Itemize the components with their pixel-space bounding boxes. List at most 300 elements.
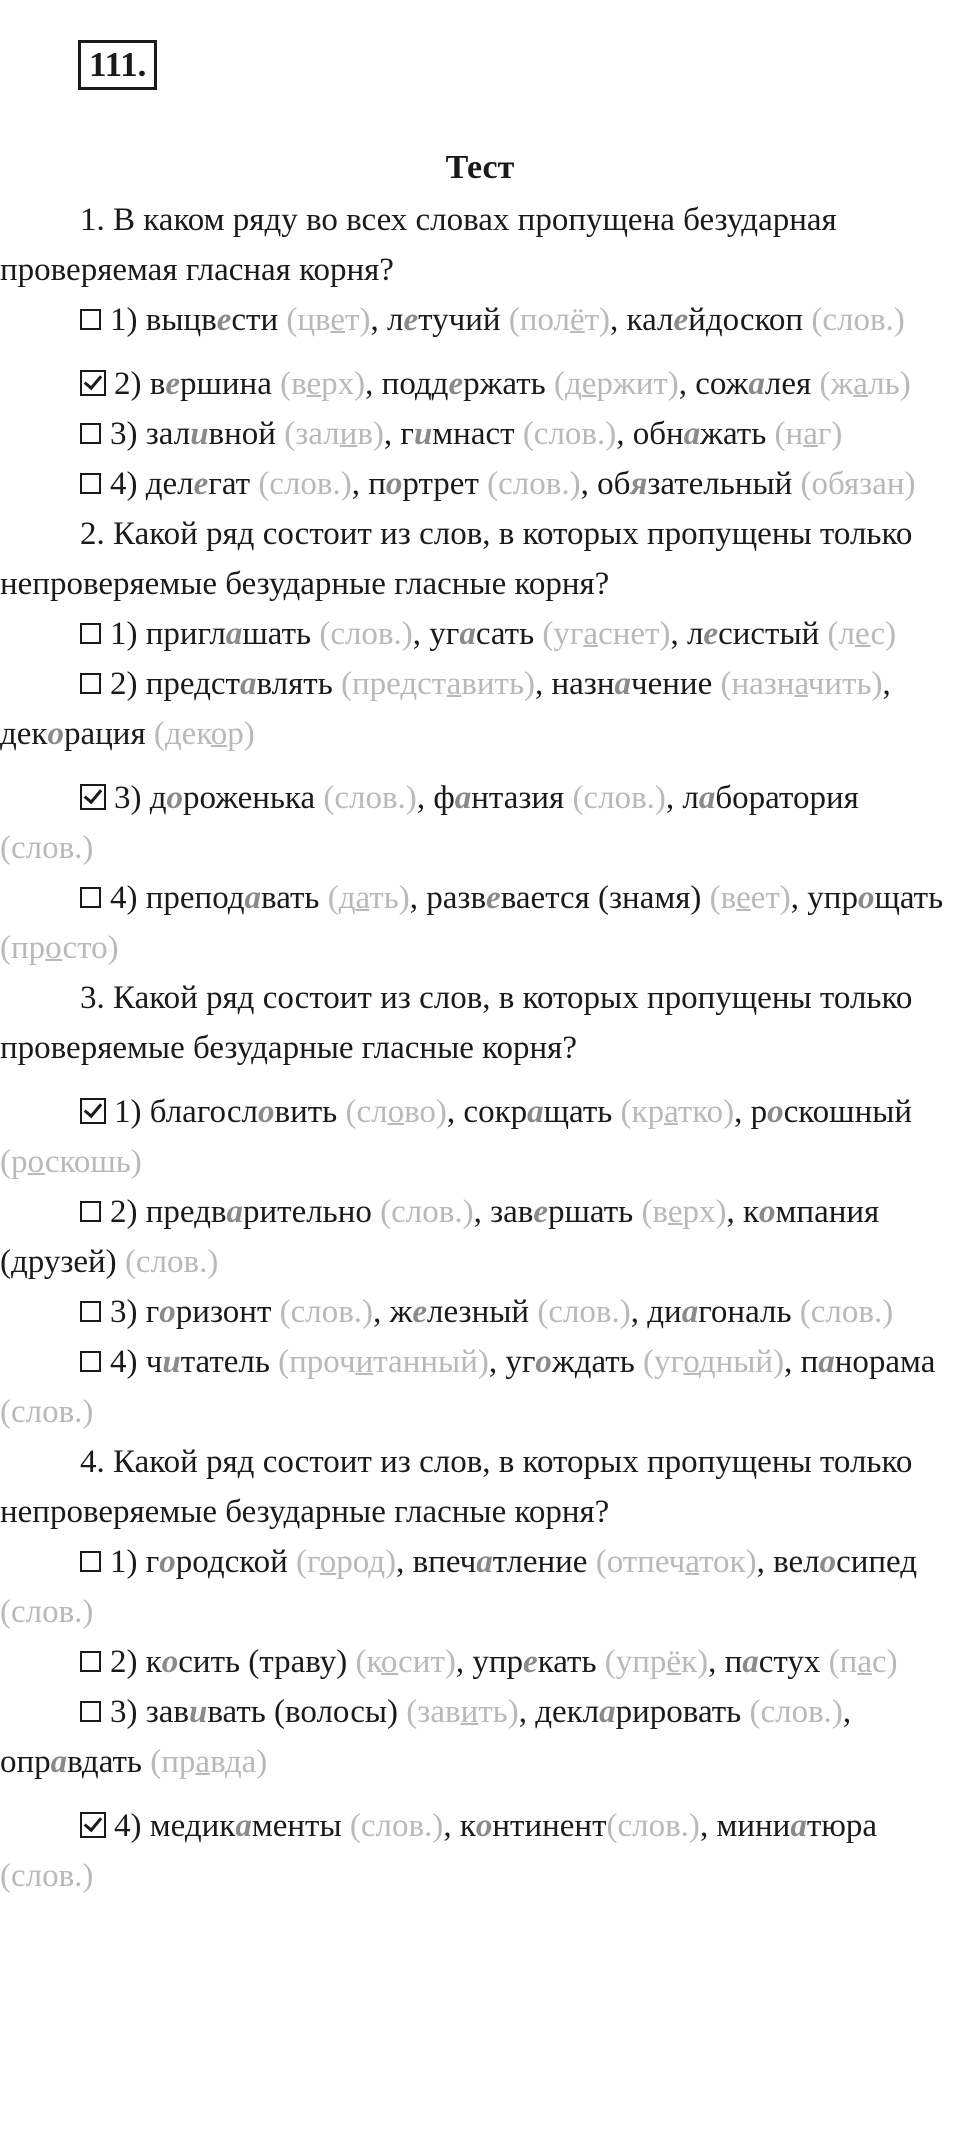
option-2-2 bbox=[0, 659, 960, 759]
check-hint: (слов.) bbox=[522, 416, 617, 452]
inserted-vowel: е bbox=[216, 302, 232, 338]
option-text: зательный bbox=[647, 466, 801, 502]
check-hint: (д bbox=[327, 880, 356, 916]
check-hint: скошь) bbox=[44, 1144, 142, 1180]
inserted-vowel: о bbox=[161, 1644, 179, 1680]
check-hint: (упр bbox=[604, 1644, 667, 1680]
check-hint: сто) bbox=[62, 930, 119, 966]
option-text: роженька bbox=[183, 780, 324, 816]
inserted-vowel: а bbox=[742, 1644, 759, 1680]
check-hint: (слов.) bbox=[606, 1808, 700, 1844]
check-hint-stressed-vowel bbox=[211, 716, 228, 752]
option-text: 3) д bbox=[114, 780, 167, 816]
option-text: 1) благосл bbox=[114, 1094, 258, 1130]
check-hint: (слов.) bbox=[799, 1294, 894, 1330]
option-text: стух bbox=[758, 1644, 829, 1680]
check-hint: (н bbox=[774, 416, 804, 452]
stressed-vowel: а bbox=[355, 880, 370, 916]
stressed-vowel: а bbox=[583, 616, 599, 652]
check-hint: к) bbox=[681, 1644, 709, 1680]
option-text: , мини bbox=[699, 1808, 791, 1844]
option-text: гональ bbox=[698, 1294, 800, 1330]
option-text: норама bbox=[834, 1344, 936, 1380]
check-hint: (проч bbox=[278, 1344, 356, 1380]
stressed-vowel: е bbox=[330, 302, 346, 338]
check-hint: дный) bbox=[698, 1344, 785, 1380]
check-hint: (слов.) bbox=[279, 1294, 374, 1330]
check-hint: (пол bbox=[508, 302, 570, 338]
inserted-vowel: я bbox=[630, 466, 648, 502]
check-hint-stressed-vowel bbox=[736, 880, 751, 916]
inserted-vowel: о bbox=[475, 1808, 493, 1844]
inserted-vowel: а bbox=[527, 1094, 544, 1130]
inserted-vowel: о bbox=[159, 1544, 176, 1580]
option-4-2 bbox=[0, 1637, 960, 1687]
option-text: , л bbox=[670, 616, 704, 652]
option-text: 1) пригл bbox=[110, 616, 226, 652]
stressed-vowel: е bbox=[306, 366, 322, 402]
check-hint: (предст bbox=[341, 666, 447, 702]
option-text: 2) к bbox=[110, 1644, 162, 1680]
inserted-vowel: и bbox=[413, 416, 433, 452]
option-text: мпания (друзей) bbox=[0, 1194, 880, 1280]
inserted-vowel: а bbox=[226, 1194, 243, 1230]
stressed-vowel: ё bbox=[666, 1644, 682, 1680]
check-hint-stressed-vowel bbox=[583, 616, 598, 652]
option-3-3 bbox=[0, 1287, 960, 1337]
option-text: вдать bbox=[67, 1744, 151, 1780]
check-hint: (п bbox=[828, 1644, 858, 1680]
stressed-vowel: о bbox=[387, 1094, 405, 1130]
check-hint-stressed-vowel bbox=[794, 666, 807, 702]
stressed-vowel: о bbox=[319, 1544, 337, 1580]
option-text: тучий bbox=[418, 302, 509, 338]
inserted-vowel: а bbox=[244, 880, 262, 916]
check-hint: (дек bbox=[153, 716, 211, 752]
check-hint: (отпеч bbox=[595, 1544, 686, 1580]
option-text: нтинент bbox=[492, 1808, 607, 1844]
empty-box-icon bbox=[80, 887, 101, 908]
check-hint: (слов.) bbox=[537, 1294, 631, 1330]
inserted-vowel: е bbox=[448, 366, 464, 402]
option-text: , обн bbox=[616, 416, 684, 452]
inserted-vowel: а bbox=[614, 666, 631, 702]
check-hint-stressed-vowel bbox=[356, 1344, 374, 1380]
option-1-4 bbox=[0, 459, 960, 509]
option-text: , впеч bbox=[396, 1544, 477, 1580]
option-text: щать bbox=[874, 880, 944, 916]
option-text: , вел bbox=[756, 1544, 820, 1580]
option-text: , кал bbox=[610, 302, 674, 338]
empty-box-icon bbox=[80, 1201, 101, 1222]
option-text: 4) препод bbox=[110, 880, 245, 916]
stressed-vowel: а bbox=[195, 1744, 211, 1780]
check-hint: (ж bbox=[819, 366, 854, 402]
check-hint-stressed-vowel bbox=[668, 1194, 683, 1230]
option-text: тюра bbox=[806, 1808, 878, 1844]
check-hint: (слов.) bbox=[749, 1694, 843, 1730]
check-hint-stressed-vowel bbox=[340, 416, 358, 452]
option-text: , г bbox=[383, 416, 414, 452]
option-text: татель bbox=[180, 1344, 279, 1380]
option-text: вной bbox=[208, 416, 285, 452]
check-hint: сит) bbox=[398, 1644, 456, 1680]
check-hint: (уг bbox=[542, 616, 584, 652]
option-text: 3) г bbox=[110, 1294, 160, 1330]
check-hint: чить) bbox=[807, 666, 883, 702]
check-hint: (обязан) bbox=[800, 466, 916, 502]
stressed-vowel: е bbox=[667, 1194, 683, 1230]
check-hint: (г bbox=[296, 1544, 320, 1580]
check-hint-stressed-vowel bbox=[381, 1644, 398, 1680]
empty-box-icon bbox=[80, 1351, 101, 1372]
inserted-vowel: е bbox=[533, 1194, 548, 1230]
check-hint: (цв bbox=[286, 302, 331, 338]
inserted-vowel: е bbox=[523, 1644, 538, 1680]
check-hint: ть) bbox=[478, 1694, 519, 1730]
check-hint: в) bbox=[357, 416, 384, 452]
option-text: , р bbox=[734, 1094, 768, 1130]
inserted-vowel: о bbox=[759, 1194, 776, 1230]
inserted-vowel: и bbox=[162, 1344, 181, 1380]
option-text: , сокр bbox=[446, 1094, 528, 1130]
question-1: 1. В каком ряду во всех словах пропущена безударная проверяемая гласная корня? bbox=[0, 202, 837, 288]
option-3-4 bbox=[0, 1337, 960, 1437]
inserted-vowel: а bbox=[748, 366, 765, 402]
option-text: кать bbox=[537, 1644, 605, 1680]
option-text: жать bbox=[700, 416, 775, 452]
option-text: лезный bbox=[427, 1294, 538, 1330]
inserted-vowel: е bbox=[486, 880, 501, 916]
question-4: 4. Какой ряд состоит из слов, в которых пропущены только непроверяемые безударные гласные корня? bbox=[0, 1444, 913, 1530]
inserted-vowel: а bbox=[681, 1294, 699, 1330]
stressed-vowel: а bbox=[685, 1544, 700, 1580]
stressed-vowel: а bbox=[794, 666, 808, 702]
check-hint: т) bbox=[584, 302, 611, 338]
option-text: , опр bbox=[0, 1694, 852, 1780]
option-text: рация bbox=[63, 716, 154, 752]
option-text: сти bbox=[231, 302, 287, 338]
empty-box-icon bbox=[80, 1301, 101, 1322]
inserted-vowel: е bbox=[673, 302, 689, 338]
check-hint: (назн bbox=[720, 666, 795, 702]
check-hint-stressed-vowel bbox=[307, 366, 322, 402]
check-hint-stressed-vowel bbox=[683, 1344, 699, 1380]
option-text: рировать bbox=[615, 1694, 750, 1730]
inserted-vowel: е bbox=[703, 616, 719, 652]
option-text: , упр bbox=[790, 880, 858, 916]
option-1-3 bbox=[0, 409, 960, 459]
option-text: 2) предв bbox=[110, 1194, 227, 1230]
option-text: , подд bbox=[365, 366, 449, 402]
option-text: , ж bbox=[373, 1294, 413, 1330]
stressed-vowel: е bbox=[736, 880, 751, 916]
option-text: сать bbox=[475, 616, 543, 652]
check-hint: (в bbox=[709, 880, 737, 916]
option-2-4 bbox=[0, 873, 960, 973]
inserted-vowel: о bbox=[819, 1544, 837, 1580]
option-1-2 bbox=[0, 359, 960, 409]
checked-box-icon bbox=[80, 1098, 106, 1124]
check-hint: рх) bbox=[682, 1194, 727, 1230]
check-hint-stressed-vowel bbox=[582, 366, 597, 402]
check-hint: с) bbox=[870, 616, 897, 652]
option-text: вать bbox=[261, 880, 328, 916]
inserted-vowel: а bbox=[235, 1808, 252, 1844]
check-hint: (слов.) bbox=[487, 466, 581, 502]
option-text: , об bbox=[580, 466, 631, 502]
option-text: , п bbox=[708, 1644, 743, 1680]
option-text: менты bbox=[251, 1808, 350, 1844]
check-hint: ль) bbox=[868, 366, 911, 402]
option-text: ртрет bbox=[402, 466, 488, 502]
empty-box-icon bbox=[80, 673, 101, 694]
option-4-1 bbox=[0, 1537, 960, 1637]
check-hint-stressed-vowel bbox=[330, 302, 345, 338]
option-text: ршина bbox=[179, 366, 281, 402]
stressed-vowel: о bbox=[45, 930, 63, 966]
check-hint: (слов.) bbox=[258, 466, 352, 502]
option-text: , разв bbox=[409, 880, 487, 916]
option-text: , ф bbox=[416, 780, 455, 816]
check-hint-stressed-vowel bbox=[855, 616, 870, 652]
check-hint: вда) bbox=[210, 1744, 268, 1780]
option-4-3 bbox=[0, 1687, 960, 1787]
check-hint: (слов.) bbox=[0, 1394, 94, 1430]
check-hint: (слов.) bbox=[349, 1808, 444, 1844]
empty-box-icon bbox=[80, 309, 101, 330]
check-hint: (сл bbox=[345, 1094, 388, 1130]
check-hint: (зал bbox=[284, 416, 340, 452]
check-hint: т) bbox=[345, 302, 371, 338]
inserted-vowel: и bbox=[190, 416, 209, 452]
stressed-vowel: а bbox=[664, 1094, 678, 1130]
check-hint-stressed-vowel bbox=[570, 302, 585, 338]
inserted-vowel: а bbox=[683, 416, 701, 452]
check-hint: р) bbox=[227, 716, 255, 752]
option-text: чение bbox=[631, 666, 721, 702]
inserted-vowel: е bbox=[403, 302, 419, 338]
check-hint: с) bbox=[871, 1644, 898, 1680]
inserted-vowel: а bbox=[239, 666, 257, 702]
inserted-vowel: о bbox=[257, 1094, 275, 1130]
inserted-vowel: е bbox=[412, 1294, 428, 1330]
option-text: 4) дел bbox=[110, 466, 194, 502]
inserted-vowel: а bbox=[790, 1808, 807, 1844]
stressed-vowel: е bbox=[855, 616, 871, 652]
check-hint-stressed-vowel bbox=[666, 1644, 681, 1680]
option-1-1 bbox=[0, 295, 960, 345]
option-2-3 bbox=[0, 773, 960, 873]
check-hint: род) bbox=[336, 1544, 397, 1580]
option-text: ржать bbox=[463, 366, 554, 402]
inserted-vowel: о bbox=[47, 716, 64, 752]
option-3-1 bbox=[0, 1087, 960, 1187]
inserted-vowel: о bbox=[385, 466, 403, 502]
check-hint: тко) bbox=[677, 1094, 735, 1130]
check-hint-stressed-vowel bbox=[664, 1094, 678, 1130]
option-text: 3) зав bbox=[110, 1694, 190, 1730]
check-hint-stressed-vowel bbox=[857, 1644, 872, 1680]
question-2: 2. Какой ряд состоит из слов, в которых пропущены только непроверяемые безударные гласные корня? bbox=[0, 516, 913, 602]
option-4-4 bbox=[0, 1801, 960, 1901]
option-text: , дек bbox=[0, 666, 891, 752]
check-hint: (л bbox=[827, 616, 856, 652]
inserted-vowel: о bbox=[535, 1344, 552, 1380]
check-hint: г) bbox=[817, 416, 843, 452]
check-hint-stressed-vowel bbox=[803, 416, 818, 452]
inserted-vowel: о bbox=[159, 1294, 176, 1330]
option-text: , п bbox=[784, 1344, 819, 1380]
option-text: , уг bbox=[412, 616, 460, 652]
option-text: влять bbox=[256, 666, 341, 702]
check-hint-stressed-vowel bbox=[320, 1544, 337, 1580]
option-text: вить bbox=[274, 1094, 346, 1130]
check-hint: во) bbox=[404, 1094, 447, 1130]
inserted-vowel: а bbox=[50, 1744, 68, 1780]
stressed-vowel: и bbox=[339, 416, 358, 452]
inserted-vowel: а bbox=[459, 616, 476, 652]
question-3: 3. Какой ряд состоит из слов, в которых пропущены только проверяемые безударные гласные корня? bbox=[0, 980, 913, 1066]
option-text: боратория bbox=[715, 780, 859, 816]
stressed-vowel: а bbox=[857, 1644, 872, 1680]
option-text: щать bbox=[543, 1094, 621, 1130]
check-hint: (слов.) bbox=[380, 1194, 474, 1230]
option-text: 1) выцв bbox=[110, 302, 217, 338]
check-hint: (слов.) bbox=[323, 780, 417, 816]
inserted-vowel: а bbox=[818, 1344, 835, 1380]
stressed-vowel: о bbox=[27, 1144, 45, 1180]
stressed-vowel: о bbox=[210, 716, 228, 752]
option-text: рительно bbox=[242, 1194, 381, 1230]
inserted-vowel: е bbox=[165, 366, 180, 402]
empty-box-icon bbox=[80, 1651, 101, 1672]
option-text: ршать bbox=[548, 1194, 642, 1230]
option-text: сить (траву) bbox=[178, 1644, 356, 1680]
option-text: , ди bbox=[630, 1294, 682, 1330]
check-hint-stressed-vowel bbox=[45, 930, 62, 966]
option-text: 2) предст bbox=[110, 666, 240, 702]
check-hint: рх) bbox=[321, 366, 366, 402]
inserted-vowel: а bbox=[476, 1544, 493, 1580]
check-hint: (слов.) bbox=[572, 780, 666, 816]
option-text: , зав bbox=[473, 1194, 534, 1230]
empty-box-icon bbox=[80, 1551, 101, 1572]
option-text: , п bbox=[351, 466, 386, 502]
check-hint: вить) bbox=[461, 666, 535, 702]
check-hint: (слов.) bbox=[0, 1858, 94, 1894]
option-text: скошный bbox=[783, 1094, 913, 1130]
check-hint: (зав bbox=[406, 1694, 461, 1730]
inserted-vowel: а bbox=[225, 616, 243, 652]
stressed-vowel: и bbox=[355, 1344, 374, 1380]
check-hint: (слов.) bbox=[0, 1594, 94, 1630]
empty-box-icon bbox=[80, 1701, 101, 1722]
check-hint: снет) bbox=[598, 616, 671, 652]
test-title: Тест bbox=[445, 149, 515, 186]
option-text: йдоскоп bbox=[688, 302, 812, 338]
check-hint: (уг bbox=[643, 1344, 684, 1380]
check-hint-stressed-vowel bbox=[685, 1544, 699, 1580]
option-text: 2) в bbox=[114, 366, 166, 402]
option-text: 4) медик bbox=[114, 1808, 236, 1844]
check-hint: (пр bbox=[0, 930, 46, 966]
option-text: , декл bbox=[518, 1694, 600, 1730]
option-text: родской bbox=[175, 1544, 297, 1580]
check-hint: (слов.) bbox=[811, 302, 905, 338]
check-hint-stressed-vowel bbox=[28, 1144, 45, 1180]
check-hint: (д bbox=[553, 366, 582, 402]
option-text: 1) г bbox=[110, 1544, 160, 1580]
empty-box-icon bbox=[80, 423, 101, 444]
checked-box-icon bbox=[80, 370, 106, 396]
check-hint: (пр bbox=[150, 1744, 196, 1780]
option-text: , упр bbox=[455, 1644, 524, 1680]
inserted-vowel: е bbox=[193, 466, 209, 502]
option-text: ризонт bbox=[175, 1294, 280, 1330]
inserted-vowel: о bbox=[857, 880, 875, 916]
option-text: лея bbox=[764, 366, 820, 402]
inserted-vowel: о bbox=[166, 780, 184, 816]
option-text: , уг bbox=[488, 1344, 536, 1380]
check-hint: (слов.) bbox=[319, 616, 413, 652]
check-hint: ржит) bbox=[596, 366, 679, 402]
option-text: систый bbox=[718, 616, 828, 652]
inserted-vowel: и bbox=[189, 1694, 208, 1730]
check-hint: ет) bbox=[750, 880, 791, 916]
empty-box-icon bbox=[80, 473, 101, 494]
check-hint: (кр bbox=[620, 1094, 665, 1130]
check-hint-stressed-vowel bbox=[388, 1094, 405, 1130]
check-hint: (р bbox=[0, 1144, 28, 1180]
option-text: , назн bbox=[534, 666, 615, 702]
option-2-1 bbox=[0, 609, 960, 659]
check-hint-stressed-vowel bbox=[447, 666, 462, 702]
inserted-vowel: а bbox=[698, 780, 716, 816]
option-text: вать (волосы) bbox=[207, 1694, 407, 1730]
stressed-vowel: а bbox=[446, 666, 462, 702]
option-text: шать bbox=[242, 616, 320, 652]
inserted-vowel: о bbox=[767, 1094, 784, 1130]
inserted-vowel: а bbox=[599, 1694, 616, 1730]
option-text: , л bbox=[370, 302, 404, 338]
option-text: ждать bbox=[551, 1344, 644, 1380]
check-hint: ть) bbox=[369, 880, 410, 916]
stressed-vowel: и bbox=[460, 1694, 479, 1730]
option-text: , сож bbox=[678, 366, 749, 402]
test-content bbox=[0, 195, 960, 1901]
stressed-vowel: ё bbox=[569, 302, 585, 338]
option-text: нтазия bbox=[471, 780, 573, 816]
option-text: гат bbox=[208, 466, 259, 502]
check-hint: танный) bbox=[373, 1344, 489, 1380]
inserted-vowel: а bbox=[454, 780, 472, 816]
option-text: сипед bbox=[836, 1544, 918, 1580]
task-number: 111. bbox=[78, 40, 157, 90]
checked-box-icon bbox=[80, 1812, 106, 1838]
option-text: 3) зал bbox=[110, 416, 191, 452]
stressed-vowel: а bbox=[853, 366, 869, 402]
check-hint-stressed-vowel bbox=[195, 1744, 210, 1780]
option-text: , к bbox=[726, 1194, 760, 1230]
option-text: мнаст bbox=[432, 416, 523, 452]
empty-box-icon bbox=[80, 623, 101, 644]
check-hint: (в bbox=[641, 1194, 668, 1230]
option-text: , л bbox=[665, 780, 699, 816]
check-hint: ток) bbox=[699, 1544, 757, 1580]
stressed-vowel: о bbox=[380, 1644, 399, 1680]
checked-box-icon bbox=[80, 784, 106, 810]
